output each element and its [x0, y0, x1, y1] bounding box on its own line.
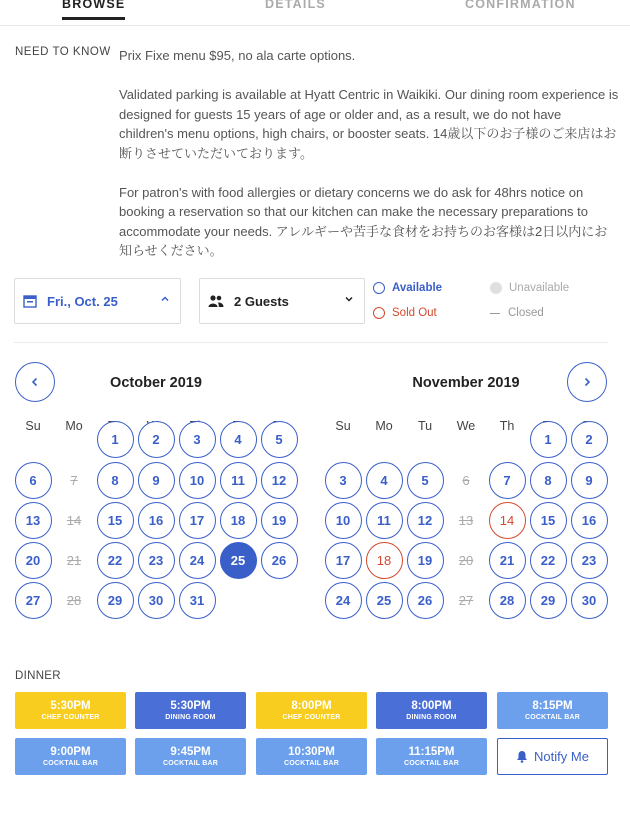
calendar-day-nov-15[interactable]: 15 — [530, 502, 567, 539]
calendar-day-nov-17[interactable]: 17 — [325, 542, 362, 579]
tab-confirmation[interactable]: CONFIRMATION — [465, 0, 576, 11]
calendar-day-nov-16[interactable]: 16 — [571, 502, 608, 539]
step-tabs — [0, 0, 630, 26]
time-slot-time: 8:00PM — [291, 699, 332, 712]
calendar-day-nov-11[interactable]: 11 — [366, 502, 403, 539]
closed-dash-icon — [490, 313, 500, 314]
time-slot-time: 10:30PM — [288, 745, 335, 758]
weekday-header: Th — [499, 419, 515, 433]
dinner-label: DINNER — [15, 670, 61, 682]
calendar-day-oct-29[interactable]: 29 — [97, 582, 134, 619]
notify-me-label: Notify Me — [534, 749, 589, 764]
legend-label: Closed — [508, 307, 544, 319]
calendar-day-oct-16[interactable]: 16 — [138, 502, 175, 539]
users-icon — [208, 294, 224, 308]
time-slot-button[interactable] — [376, 738, 487, 775]
calendar-day-oct-2[interactable]: 2 — [138, 421, 175, 458]
calendar-day-nov-30[interactable]: 30 — [571, 582, 608, 619]
calendar-day-nov-5[interactable]: 5 — [407, 462, 444, 499]
ntk-paragraph: For patron's with food allergies or dietary concerns we do ask for 48hrs notice on booking a reservation so that our kitchen can make the necessary preparations to accommodate your needs. アレルギーや苦手な食材をお持ちのお客様は2日以内にお知らせください。 — [119, 184, 608, 258]
unavailable-dot-icon — [490, 282, 502, 294]
calendar-day-oct-15[interactable]: 15 — [97, 502, 134, 539]
time-slot-time: 11:15PM — [408, 745, 455, 758]
guest-picker[interactable] — [199, 278, 365, 324]
calendar-day-oct-11[interactable]: 11 — [220, 462, 257, 499]
time-slot-location: CHEF COUNTER — [41, 713, 100, 721]
calendar-day-oct-10[interactable]: 10 — [179, 462, 216, 499]
time-slot-time: 8:15PM — [532, 699, 573, 712]
ntk-paragraph: Validated parking is available at Hyatt Centric in Waikiki. Our dining room experience is designed for guests 15 years of age or older and, as a result, we do not have children's menu options, high chairs, or booster seats. 14歳以下のお子様のご来店はお断りさせていただいております。 — [119, 87, 619, 161]
time-slot-location: DINING ROOM — [406, 713, 457, 721]
calendar-day-oct-27[interactable]: 27 — [15, 582, 52, 619]
date-picker-value: Fri., Oct. 25 — [47, 293, 118, 309]
need-to-know-text — [119, 46, 619, 261]
calendar-day-oct-3[interactable]: 3 — [179, 421, 216, 458]
calendar-day-nov-28[interactable]: 28 — [489, 582, 526, 619]
calendar-day-oct-26[interactable]: 26 — [261, 542, 298, 579]
legend-label: Unavailable — [509, 282, 570, 294]
calendar-day-oct-28: 28 — [56, 582, 93, 619]
previous-month-button[interactable] — [15, 362, 55, 402]
calendar-day-nov-26[interactable]: 26 — [407, 582, 444, 619]
divider — [14, 342, 608, 343]
calendar-day-nov-22[interactable]: 22 — [530, 542, 567, 579]
calendar-day-nov-6: 6 — [448, 462, 485, 499]
weekday-header: Tu — [417, 419, 433, 433]
month-title-november: November 2019 — [412, 375, 520, 391]
date-picker[interactable] — [14, 278, 181, 324]
calendar-day-nov-23[interactable]: 23 — [571, 542, 608, 579]
calendar-day-nov-3[interactable]: 3 — [325, 462, 362, 499]
guest-picker-value: 2 Guests — [234, 293, 289, 309]
time-slot-time: 9:45PM — [170, 745, 211, 758]
calendar-day-nov-12[interactable]: 12 — [407, 502, 444, 539]
calendar-day-oct-19[interactable]: 19 — [261, 502, 298, 539]
calendar-day-nov-18[interactable]: 18 — [366, 542, 403, 579]
calendar-day-nov-10[interactable]: 10 — [325, 502, 362, 539]
time-slot-location: COCKTAIL BAR — [524, 713, 581, 721]
month-title-october: October 2019 — [110, 375, 202, 391]
bell-icon — [516, 750, 528, 763]
calendar-day-nov-7[interactable]: 7 — [489, 462, 526, 499]
calendar-day-nov-14[interactable]: 14 — [489, 502, 526, 539]
calendar-day-oct-30[interactable]: 30 — [138, 582, 175, 619]
calendar-day-oct-6[interactable]: 6 — [15, 462, 52, 499]
time-slot-button[interactable] — [256, 692, 367, 729]
calendar-day-nov-2[interactable]: 2 — [571, 421, 608, 458]
calendar-day-oct-31[interactable]: 31 — [179, 582, 216, 619]
time-slot-location: COCKTAIL BAR — [162, 759, 219, 767]
calendar-day-nov-19[interactable]: 19 — [407, 542, 444, 579]
time-slot-location: COCKTAIL BAR — [403, 759, 460, 767]
ntk-paragraph: Prix Fixe menu $95, no ala carte options. — [119, 48, 356, 63]
calendar-day-oct-14: 14 — [56, 502, 93, 539]
chevron-left-icon — [29, 376, 41, 388]
chevron-up-icon — [160, 294, 170, 304]
time-slot-time: 8:00PM — [411, 699, 452, 712]
calendar-day-oct-7: 7 — [56, 462, 93, 499]
available-dot-icon — [373, 282, 385, 294]
next-month-button[interactable] — [567, 362, 607, 402]
legend-available — [373, 282, 442, 294]
time-slot-button[interactable] — [376, 692, 487, 729]
need-to-know-label: NEED TO KNOW — [15, 46, 111, 58]
time-slot-button[interactable] — [256, 738, 367, 775]
calendar-day-oct-18[interactable]: 18 — [220, 502, 257, 539]
weekday-header: Mo — [65, 419, 83, 433]
calendar-day-nov-27: 27 — [448, 582, 485, 619]
legend-label: Available — [392, 282, 443, 294]
calendar-day-oct-9[interactable]: 9 — [138, 462, 175, 499]
calendar-day-nov-13: 13 — [448, 502, 485, 539]
calendar-day-oct-21: 21 — [56, 542, 93, 579]
calendar-day-oct-24[interactable]: 24 — [179, 542, 216, 579]
time-slot-button[interactable] — [497, 692, 608, 729]
tab-details[interactable]: DETAILS — [265, 0, 326, 11]
calendar-day-oct-1[interactable]: 1 — [97, 421, 134, 458]
calendar-day-nov-29[interactable]: 29 — [530, 582, 567, 619]
weekday-header: Su — [25, 419, 41, 433]
calendar-day-nov-24[interactable]: 24 — [325, 582, 362, 619]
time-slot-location: CHEF COUNTER — [282, 713, 341, 721]
time-slot-button[interactable] — [135, 692, 246, 729]
sold-out-dot-icon — [373, 307, 385, 319]
calendar-day-nov-4[interactable]: 4 — [366, 462, 403, 499]
calendar-day-nov-1[interactable]: 1 — [530, 421, 567, 458]
calendar-day-oct-4[interactable]: 4 — [220, 421, 257, 458]
calendar-day-nov-21[interactable]: 21 — [489, 542, 526, 579]
time-slot-location: COCKTAIL BAR — [283, 759, 340, 767]
calendar-day-oct-20[interactable]: 20 — [15, 542, 52, 579]
calendar-day-oct-12[interactable]: 12 — [261, 462, 298, 499]
weekday-header: Su — [335, 419, 351, 433]
time-slot-button[interactable] — [135, 738, 246, 775]
calendar-day-nov-25[interactable]: 25 — [366, 582, 403, 619]
calendar-day-oct-25[interactable]: 25 — [220, 542, 257, 579]
chevron-right-icon — [581, 376, 593, 388]
time-slot-location: DINING ROOM — [165, 713, 216, 721]
weekday-header: We — [456, 419, 476, 433]
calendar-day-nov-8[interactable]: 8 — [530, 462, 567, 499]
notify-me-button[interactable] — [497, 738, 608, 775]
calendar-day-oct-5[interactable]: 5 — [261, 421, 298, 458]
time-slot-time: 9:00PM — [50, 745, 91, 758]
calendar-day-oct-23[interactable]: 23 — [138, 542, 175, 579]
chevron-down-icon — [344, 294, 354, 304]
time-slot-time: 5:30PM — [50, 699, 91, 712]
calendar-day-oct-22[interactable]: 22 — [97, 542, 134, 579]
tab-browse[interactable]: BROWSE — [62, 0, 125, 11]
time-slot-location: COCKTAIL BAR — [42, 759, 99, 767]
calendar-icon — [23, 294, 37, 308]
weekday-header: Mo — [375, 419, 393, 433]
calendar-day-nov-20: 20 — [448, 542, 485, 579]
calendar-day-nov-9[interactable]: 9 — [571, 462, 608, 499]
calendar-day-oct-17[interactable]: 17 — [179, 502, 216, 539]
time-slot-button[interactable] — [15, 738, 126, 775]
legend-closed — [490, 307, 544, 319]
legend-unavailable — [490, 282, 569, 294]
calendar-day-oct-13[interactable]: 13 — [15, 502, 52, 539]
calendar-day-oct-8[interactable]: 8 — [97, 462, 134, 499]
time-slot-time: 5:30PM — [170, 699, 211, 712]
time-slot-button[interactable] — [15, 692, 126, 729]
legend-label: Sold Out — [392, 307, 437, 319]
legend-sold-out — [373, 307, 437, 319]
